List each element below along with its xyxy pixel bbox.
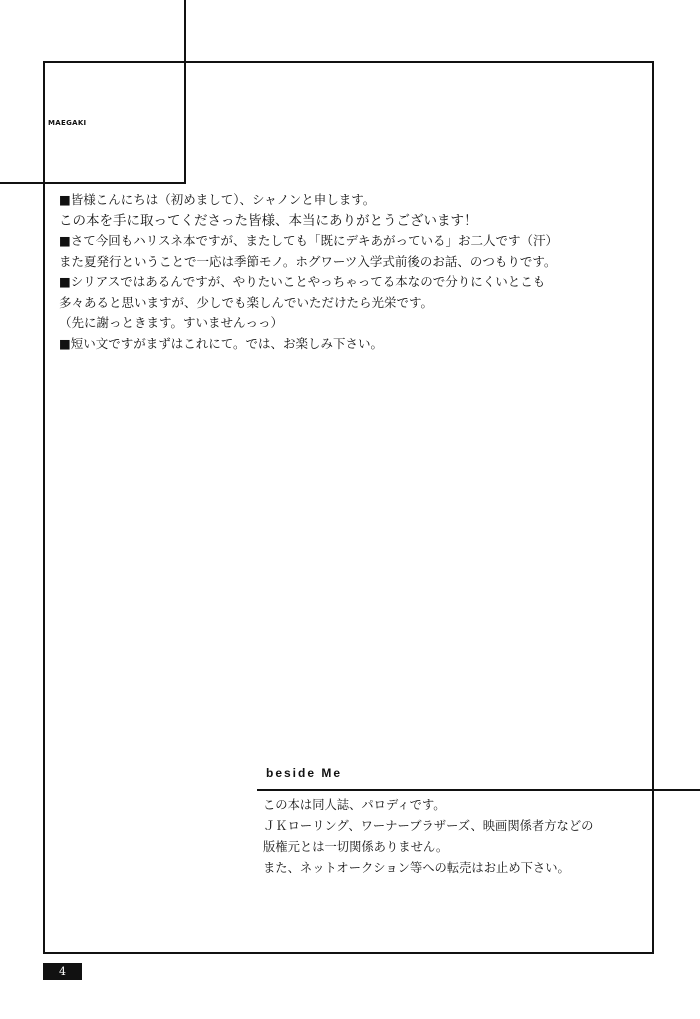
corner-horizontal-rule [0,182,186,184]
intro-line: （先に謝っときます。すいませんっっ） [59,315,284,330]
intro-line: この本を手に取ってくださった皆様、本当にありがとうございます！ [59,212,478,229]
intro-line: ■シリアスではあるんですが、やりたいことやっちゃってる本なので分りにくいとこも [59,274,546,289]
intro-line: ■皆様こんにちは（初めまして）、シャノンと申します。 [59,192,376,207]
notice-line: この本は同人誌、パロディです。 [263,798,446,812]
corner-vertical-rule [184,0,186,184]
notice-title: beside Me [266,766,343,780]
notice-text [263,795,593,879]
section-title: MAEGAKI [48,119,87,127]
intro-text [59,190,558,354]
notice-line: また、ネットオークション等への転売はお止め下さい。 [263,861,570,875]
notice-line: ＪＫローリング、ワーナーブラザーズ、映画関係者方などの [263,819,594,833]
notice-rule [257,789,700,791]
intro-line: ■さて今回もハリスネ本ですが、またしても「既にデキあがっている」お二人です（汗） [59,233,559,248]
intro-line: 多々あると思いますが、少しでも楽しんでいただけたら光栄です。 [59,294,434,310]
page-number: 4 [43,963,82,980]
intro-line: また夏発行ということで一応は季節モノ。ホグワーツ入学式前後のお話、のつもりです。 [59,253,557,269]
intro-line: ■短い文ですがまずはこれにて。では、お楽しみ下さい。 [59,335,384,351]
notice-line: 版権元とは一切関係ありません。 [263,840,449,854]
